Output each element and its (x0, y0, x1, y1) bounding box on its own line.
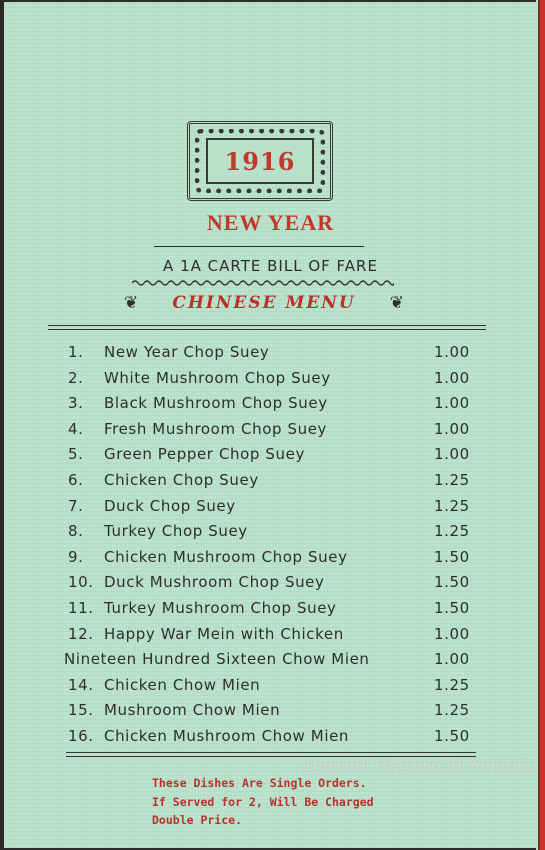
menu-item-number: 15. (68, 701, 94, 720)
menu-item-number: 1. (68, 343, 84, 361)
menu-item (4, 366, 537, 392)
menu-item-name: Duck Chop Suey (104, 496, 236, 515)
fleuron-left-icon: ❦ (124, 293, 139, 313)
menu-item-name: Green Pepper Chop Suey (104, 445, 305, 464)
menu-item-price: 1.25 (434, 675, 470, 694)
subtitle: A 1A CARTE BILL OF FARE (163, 257, 378, 275)
footer-note-line: Double Price. (152, 813, 243, 827)
menu-item-number: 7. (68, 496, 84, 515)
year-inner-frame (206, 138, 314, 184)
footer-note-line: These Dishes Are Single Orders. (152, 776, 367, 790)
menu-item-price: 1.25 (434, 470, 470, 489)
menu-card (4, 2, 537, 848)
menu-item-number: 12. (68, 624, 94, 643)
menu-item-number: 5. (68, 445, 84, 464)
footer-note-line: If Served for 2, Will Be Charged (152, 794, 374, 809)
menu-item-number: 10. (68, 573, 94, 592)
menu-item-price: 1.00 (434, 343, 470, 361)
menu-item-price: 1.00 (434, 624, 470, 643)
menu-item-price: 1.25 (434, 522, 470, 541)
year-frame (187, 121, 333, 201)
menu-item-number: 8. (68, 522, 84, 541)
menu-item-name: New Year Chop Suey (104, 343, 270, 361)
menu-item (4, 596, 537, 622)
menu-item-price: 1.25 (434, 496, 470, 515)
menu-item (4, 545, 537, 571)
menu-heading: CHINESE MENU (172, 293, 356, 313)
red-spine-edge (536, 0, 545, 850)
menu-item-number: 3. (68, 394, 84, 413)
menu-item-name: Turkey Chop Suey (104, 522, 248, 541)
menu-item (4, 340, 537, 366)
menu-item-name: Black Mushroom Chop Suey (104, 394, 328, 413)
year-text: 1916 (224, 146, 296, 176)
watermark: Detroit Historical Society (304, 755, 534, 774)
page-title: NEW YEAR (206, 210, 335, 235)
menu-item-price: 1.50 (434, 547, 470, 566)
menu-item-name: Chicken Mushroom Chow Mien (104, 726, 350, 745)
menu-item (4, 494, 537, 520)
menu-item-name: Chicken Chop Suey (104, 470, 259, 489)
menu-item-price: 1.50 (434, 598, 470, 617)
menu-heading-row (124, 291, 404, 315)
footer-note (152, 774, 452, 830)
menu-item-name: Fresh Mushroom Chop Suey (104, 419, 328, 438)
menu-item-name: Turkey Mushroom Chop Suey (104, 598, 337, 617)
menu-item-number: 11. (68, 598, 94, 617)
menu-item-price: 1.00 (434, 394, 470, 413)
menu-item-name: Chicken Mushroom Chop Suey (104, 547, 348, 566)
menu-item-price: 1.00 (434, 650, 470, 669)
menu-item-price: 1.00 (434, 419, 470, 438)
menu-item (4, 442, 537, 468)
menu-item (4, 468, 537, 494)
menu-item (4, 698, 537, 724)
menu-item (4, 724, 537, 750)
menu-item-number: 16. (68, 726, 94, 745)
divider-short (154, 246, 364, 247)
menu-item-number: 2. (68, 368, 84, 387)
menu-item-name: Nineteen Hundred Sixteen Chow Mien (64, 650, 370, 669)
menu-item-price: 1.50 (434, 573, 470, 592)
menu-item-number: 6. (68, 470, 84, 489)
menu-item (4, 570, 537, 596)
menu-item (4, 622, 537, 648)
menu-item-number: 9. (68, 547, 84, 566)
menu-item-number: 4. (68, 419, 84, 438)
menu-item-name: White Mushroom Chop Suey (104, 368, 331, 387)
menu-item-price: 1.50 (434, 726, 470, 745)
wavy-divider (132, 279, 394, 287)
divider-double-top (48, 325, 486, 330)
menu-item-number: 14. (68, 675, 94, 694)
menu-item-price: 1.00 (434, 445, 470, 464)
menu-item-name: Chicken Chow Mien (104, 675, 261, 694)
menu-item-name: Happy War Mein with Chicken (104, 624, 344, 643)
menu-item-price: 1.25 (434, 701, 470, 720)
menu-item (4, 391, 537, 417)
menu-item (4, 673, 537, 699)
menu-item-name: Duck Mushroom Chop Suey (104, 573, 325, 592)
menu-item (4, 647, 537, 673)
menu-item-name: Mushroom Chow Mien (104, 701, 281, 720)
menu-list (4, 340, 537, 750)
fleuron-right-icon: ❦ (389, 293, 404, 313)
menu-item-price: 1.00 (434, 368, 470, 387)
menu-item (4, 519, 537, 545)
menu-item (4, 417, 537, 443)
